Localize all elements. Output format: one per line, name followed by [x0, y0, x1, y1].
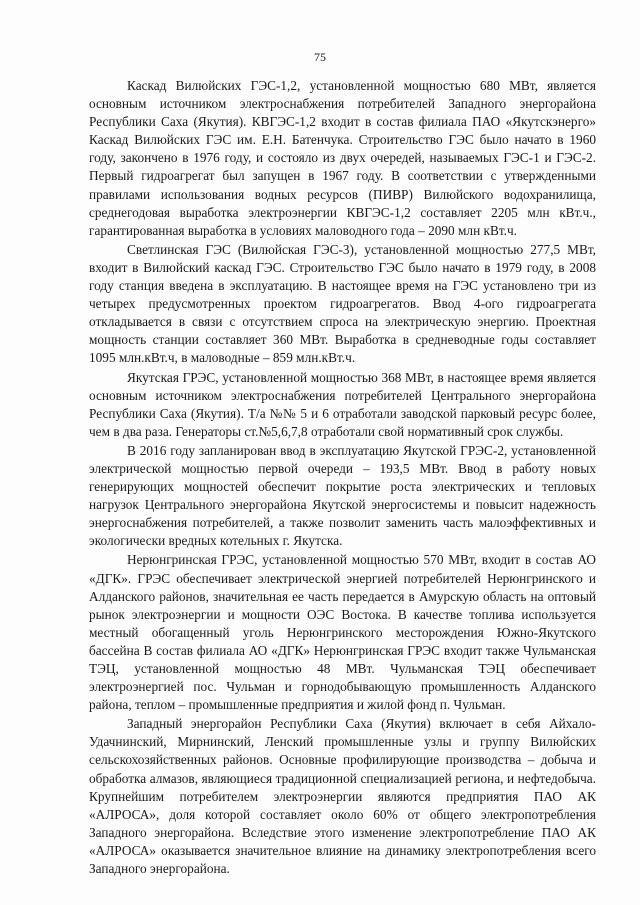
page-number: 75 — [314, 50, 326, 64]
body-text — [89, 77, 596, 878]
paragraph-western-region: Западный энергорайон Республики Саха (Якутия) включает в себя Айхало-Удачнинский, Мирнинский, Ленский промышленные узлы и группу Вилюйских сельскохозяйственных районов. Основные профилирующие производства – добыча и обработка алмазов, являющиеся традиционной специализацией региона, и нефтедобыча. Крупнейшим потребителем электроэнергии являются предприятия ПАО АК «АЛРОСА», доля которой составляет около 60% от общего электропотребления Западного энергорайона. Вследствие этого изменение электропотребление ПАО АК «АЛРОСА» оказывается значительное влияние на динамику электропотребления всего Западного энергорайона. — [89, 716, 596, 877]
paragraph-vilyuy-cascade: Каскад Вилюйских ГЭС-1,2, установленной мощностью 680 МВт, является основным источником электроснабжения потребителей Западного энергорайона Республики Саха (Якутия). КВГЭС-1,2 входит в состав филиала ПАО «Якутскэнерго» Каскад Вилюйских ГЭС им. Е.Н. Батенчука. Строительство ГЭС было начато в 1960 году, закончено в 1976 году, и состояло из двух очередей, называемых ГЭС-1 и ГЭС-2. Первый гидроагрегат был запущен в 1967 году. В соответствии с утвержденными правилами использования водных ресурсов (ПИВР) Вилюйского водохранилища, среднегодовая выработка электроэнергии КВГЭС-1,2 составляет 2205 млн кВт.ч., гарантированная выработка в условиях маловодного года – 2090 млн кВт.ч. — [89, 78, 596, 238]
paragraph-yakutsk-gres: Якутская ГРЭС, установленной мощностью 368 МВт, в настоящее время является основным источником электроснабжения потребителей Центрального энергорайона Республики Саха (Якутия). Т/а №№ 5 и 6 отработали заводской парковый ресурс более, чем в два раза. Генераторы ст.№5,6,7,8 отработали свой нормативный срок службы. — [89, 369, 596, 439]
paragraph-svetlinskaya-ges: Светлинская ГЭС (Вилюйская ГЭС-3), установленной мощностью 277,5 МВт, входит в Вилюйский каскад ГЭС. Строительство ГЭС было начато в 1979 году, в 2008 году станция введена в эксплуатацию. В настоящее время на ГЭС установлено три из четырех предусмотренных проектом гидроагрегатов. Ввод 4-ого гидроагрегата откладывается в связи с отсутствием спроса на электрическую энергию. Проектная мощность станции составляет 360 МВт. Выработка в средневодные годы составляет 1095 млн.кВт.ч, в маловодные – 859 млн.кВт.ч. — [89, 241, 596, 366]
paragraph-neryungri-gres: Нерюнгринская ГРЭС, установленной мощностью 570 МВт, входит в состав АО «ДГК». ГРЭС обеспечивает электрической энергией потребителей Нерюнгринского и Алданского районов, значительная ее часть передается в Амурскую область на оптовый рынок электроэнергии и мощности ОЭС Востока. В качестве топлива используется местный обогащенный уголь Нерюнгринского месторождения Южно-Якутского бассейна В состав филиала АО «ДГК» Нерюнгринская ГРЭС входит также Чульманская ТЭЦ, установленной мощностью 48 МВт. Чульманская ТЭЦ обеспечивает электроэнергией пос. Чульман и горнодобывающую промышленность Алданского района, теплом – промышленные предприятия и жилой фонд п. Чульман. — [89, 552, 596, 713]
paragraph-yakutsk-gres-2: В 2016 году запланирован ввод в эксплуатацию Якутской ГРЭС-2, установленной электрической мощностью первой очереди – 193,5 МВт. Ввод в работу новых генерирующих мощностей обеспечит покрытие роста электрических и тепловых нагрузок Центрального энергорайона Якутской энергосистемы и повысит надежность энергоснабжения потребителей, а также позволит заменить часть малоэффективных и экологически вредных котельных г. Якутска. — [89, 442, 596, 549]
